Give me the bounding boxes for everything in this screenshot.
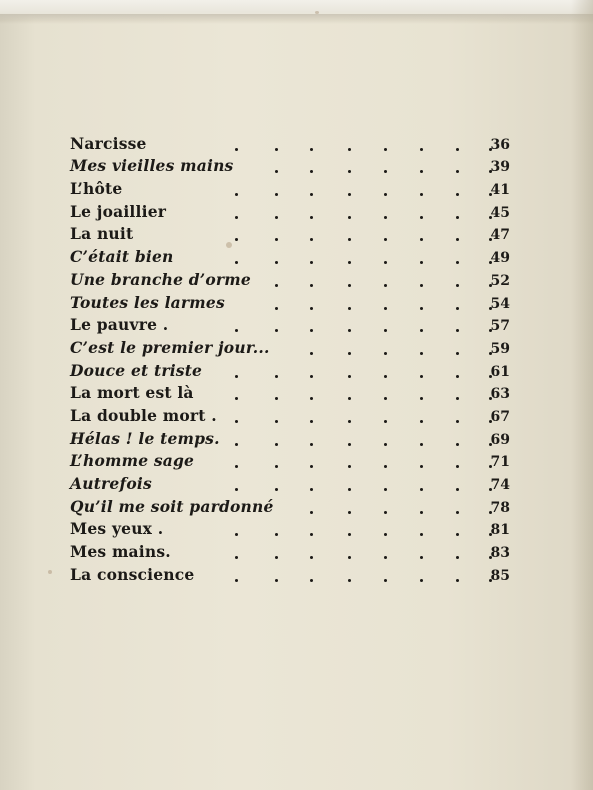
leader-dot	[348, 443, 351, 446]
leader-dot	[310, 533, 313, 536]
toc-entry-page-number: 47	[490, 227, 510, 244]
leader-dot	[456, 488, 459, 491]
toc-leader-dots	[70, 216, 510, 220]
leader-dot	[456, 329, 459, 332]
leader-dot	[384, 193, 387, 196]
leader-dot	[310, 148, 313, 151]
page-gutter-shadow	[571, 0, 593, 790]
leader-dot	[310, 443, 313, 446]
leader-dot	[456, 193, 459, 196]
toc-leader-dots	[70, 193, 510, 197]
leader-dot	[310, 307, 313, 310]
leader-dot	[310, 193, 313, 196]
leader-dot	[275, 216, 278, 219]
toc-entry-title: Mes vieilles mains	[70, 156, 234, 176]
leader-dot	[456, 284, 459, 287]
toc-leader-dots	[70, 352, 510, 356]
leader-dot	[310, 261, 313, 264]
toc-leader-dots	[70, 329, 510, 333]
leader-dot	[456, 556, 459, 559]
leader-dot	[348, 238, 351, 241]
toc-entry-title: Toutes les larmes	[70, 292, 225, 312]
leader-dot	[384, 375, 387, 378]
leader-dot	[420, 193, 423, 196]
leader-dot	[384, 148, 387, 151]
leader-dot	[235, 465, 238, 468]
leader-dot	[420, 556, 423, 559]
leader-dot	[235, 533, 238, 536]
leader-dot	[275, 556, 278, 559]
leader-dot	[456, 216, 459, 219]
leader-dot	[235, 329, 238, 332]
toc-leader-dots	[70, 488, 510, 492]
leader-dot	[348, 307, 351, 310]
leader-dot	[235, 193, 238, 196]
leader-dot	[456, 579, 459, 582]
toc-leader-dots	[70, 556, 510, 560]
leader-dot	[384, 533, 387, 536]
leader-dot	[420, 465, 423, 468]
toc-leader-dots	[70, 238, 510, 242]
leader-dot	[384, 397, 387, 400]
toc-entry	[70, 404, 510, 427]
leader-dot	[420, 533, 423, 536]
toc-leader-dots	[70, 397, 510, 401]
leader-dot	[456, 420, 459, 423]
leader-dot	[235, 397, 238, 400]
toc-entry-page-number: 83	[490, 545, 510, 562]
table-of-contents	[70, 132, 510, 586]
leader-dot	[275, 261, 278, 264]
toc-entry-page-number: 85	[490, 567, 510, 584]
leader-dot	[310, 352, 313, 355]
toc-leader-dots	[70, 284, 510, 288]
leader-dot	[384, 307, 387, 310]
leader-dot	[348, 216, 351, 219]
toc-entry-page-number: 41	[490, 182, 510, 199]
leader-dot	[348, 375, 351, 378]
leader-dot	[310, 284, 313, 287]
toc-entry-title: La conscience	[70, 564, 195, 584]
leader-dot	[456, 307, 459, 310]
leader-dot	[384, 216, 387, 219]
toc-leader-dots	[70, 511, 510, 515]
toc-entry	[70, 495, 510, 518]
leader-dot	[384, 556, 387, 559]
leader-dot	[275, 397, 278, 400]
toc-leader-dots	[70, 420, 510, 424]
toc-entry-title: Le pauvre .	[70, 315, 169, 335]
toc-entry-page-number: 63	[490, 386, 510, 403]
leader-dot	[348, 284, 351, 287]
leader-dot	[310, 465, 313, 468]
toc-entry-title: La double mort .	[70, 405, 217, 425]
toc-entry	[70, 382, 510, 405]
leader-dot	[275, 465, 278, 468]
toc-entry	[70, 472, 510, 495]
leader-dot	[384, 511, 387, 514]
leader-dot	[275, 170, 278, 173]
toc-entry-title: Autrefois	[70, 474, 152, 493]
toc-leader-dots	[70, 307, 510, 311]
leader-dot	[384, 443, 387, 446]
leader-dot	[384, 329, 387, 332]
toc-leader-dots	[70, 375, 510, 379]
leader-dot	[348, 193, 351, 196]
leader-dot	[235, 579, 238, 582]
toc-entry	[70, 177, 510, 200]
toc-entry-page-number: 57	[490, 318, 510, 335]
leader-dot	[275, 193, 278, 196]
leader-dot	[384, 465, 387, 468]
toc-entry	[70, 223, 510, 246]
toc-entry-title: C’était bien	[70, 247, 174, 267]
leader-dot	[420, 307, 423, 310]
leader-dot	[275, 329, 278, 332]
leader-dot	[456, 261, 459, 264]
leader-dot	[310, 397, 313, 400]
toc-entry-title: Mes yeux .	[70, 519, 164, 539]
leader-dot	[310, 420, 313, 423]
toc-entry-title: Une branche d’orme	[70, 269, 251, 289]
leader-dot	[420, 420, 423, 423]
leader-dot	[310, 216, 313, 219]
leader-dot	[420, 488, 423, 491]
leader-dot	[275, 307, 278, 310]
toc-entry	[70, 314, 510, 337]
leader-dot	[456, 170, 459, 173]
leader-dot	[420, 148, 423, 151]
leader-dot	[310, 375, 313, 378]
toc-entry	[70, 450, 510, 473]
toc-entry-title: L’hôte	[70, 179, 123, 199]
leader-dot	[420, 238, 423, 241]
toc-entry-title: Qu’il me soit pardonné	[70, 496, 274, 516]
toc-leader-dots	[70, 148, 510, 152]
leader-dot	[348, 329, 351, 332]
leader-dot	[310, 579, 313, 582]
leader-dot	[384, 352, 387, 355]
leader-dot	[235, 261, 238, 264]
leader-dot	[310, 556, 313, 559]
leader-dot	[310, 170, 313, 173]
toc-leader-dots	[70, 170, 510, 174]
toc-entry-page-number: 78	[490, 499, 510, 516]
leader-dot	[275, 420, 278, 423]
leader-dot	[456, 375, 459, 378]
leader-dot	[275, 238, 278, 241]
toc-entry-title: Hélas ! le temps.	[70, 428, 220, 448]
leader-dot	[348, 420, 351, 423]
toc-entry-page-number: 54	[490, 295, 510, 312]
leader-dot	[420, 579, 423, 582]
toc-leader-dots	[70, 579, 510, 583]
leader-dot	[275, 579, 278, 582]
toc-entry-page-number: 39	[490, 159, 510, 176]
leader-dot	[348, 397, 351, 400]
leader-dot	[420, 170, 423, 173]
leader-dot	[348, 488, 351, 491]
leader-dot	[456, 352, 459, 355]
toc-entry-title: La nuit	[70, 224, 134, 244]
leader-dot	[348, 511, 351, 514]
toc-entry-title: Mes mains.	[70, 542, 171, 562]
leader-dot	[235, 488, 238, 491]
leader-dot	[420, 352, 423, 355]
leader-dot	[456, 148, 459, 151]
toc-entry-page-number: 49	[490, 250, 510, 267]
toc-entry-page-number: 69	[490, 431, 510, 448]
toc-entry	[70, 336, 510, 359]
leader-dot	[384, 261, 387, 264]
leader-dot	[420, 284, 423, 287]
toc-leader-dots	[70, 261, 510, 265]
leader-dot	[420, 261, 423, 264]
toc-entry	[70, 268, 510, 291]
toc-entry-page-number: 36	[490, 136, 510, 153]
toc-entry	[70, 518, 510, 541]
toc-entry-page-number: 67	[490, 408, 510, 425]
leader-dot	[456, 238, 459, 241]
toc-entry-title: Le joaillier	[70, 201, 167, 221]
leader-dot	[420, 375, 423, 378]
leader-dot	[348, 556, 351, 559]
leader-dot	[275, 443, 278, 446]
leader-dot	[275, 284, 278, 287]
toc-leader-dots	[70, 465, 510, 469]
leader-dot	[310, 329, 313, 332]
leader-dot	[420, 443, 423, 446]
leader-dot	[420, 216, 423, 219]
leader-dot	[235, 238, 238, 241]
leader-dot	[275, 488, 278, 491]
toc-entry	[70, 155, 510, 178]
leader-dot	[235, 443, 238, 446]
leader-dot	[235, 216, 238, 219]
leader-dot	[384, 488, 387, 491]
toc-entry-title: L’homme sage	[70, 451, 195, 471]
toc-entry-page-number: 52	[490, 272, 510, 289]
leader-dot	[384, 284, 387, 287]
leader-dot	[456, 397, 459, 400]
leader-dot	[348, 170, 351, 173]
toc-entry-title: Douce et triste	[70, 360, 203, 380]
leader-dot	[420, 397, 423, 400]
toc-leader-dots	[70, 443, 510, 447]
paper-stain	[315, 11, 319, 14]
leader-dot	[420, 511, 423, 514]
leader-dot	[420, 329, 423, 332]
toc-entry-page-number: 74	[490, 477, 510, 493]
leader-dot	[235, 420, 238, 423]
toc-entry-page-number: 81	[490, 522, 510, 539]
leader-dot	[275, 533, 278, 536]
leader-dot	[235, 556, 238, 559]
leader-dot	[384, 238, 387, 241]
toc-entry	[70, 359, 510, 382]
leader-dot	[275, 148, 278, 151]
toc-entry	[70, 200, 510, 223]
toc-entry	[70, 245, 510, 268]
leader-dot	[348, 261, 351, 264]
leader-dot	[384, 170, 387, 173]
leader-dot	[348, 465, 351, 468]
toc-entry-title: C’est le premier jour...	[70, 337, 270, 357]
toc-entry-page-number: 45	[490, 204, 510, 221]
page-edge-shadow	[0, 14, 593, 24]
leader-dot	[348, 148, 351, 151]
leader-dot	[456, 443, 459, 446]
toc-entry-title: Narcisse	[70, 133, 147, 153]
toc-entry	[70, 291, 510, 314]
leader-dot	[456, 533, 459, 536]
leader-dot	[384, 420, 387, 423]
leader-dot	[384, 579, 387, 582]
toc-entry-page-number: 59	[490, 340, 510, 357]
toc-entry	[70, 427, 510, 450]
toc-entry-page-number: 71	[490, 454, 510, 471]
leader-dot	[235, 375, 238, 378]
toc-leader-dots	[70, 533, 510, 537]
leader-dot	[235, 148, 238, 151]
leader-dot	[275, 375, 278, 378]
paper-stain	[48, 570, 52, 574]
toc-entry	[70, 132, 510, 155]
toc-entry-page-number: 61	[490, 363, 510, 380]
leader-dot	[348, 533, 351, 536]
leader-dot	[310, 511, 313, 514]
leader-dot	[310, 238, 313, 241]
leader-dot	[348, 352, 351, 355]
leader-dot	[456, 511, 459, 514]
leader-dot	[456, 465, 459, 468]
toc-entry	[70, 540, 510, 563]
toc-entry-title: La mort est là	[70, 383, 194, 403]
leader-dot	[348, 579, 351, 582]
leader-dot	[310, 488, 313, 491]
toc-entry	[70, 563, 510, 586]
